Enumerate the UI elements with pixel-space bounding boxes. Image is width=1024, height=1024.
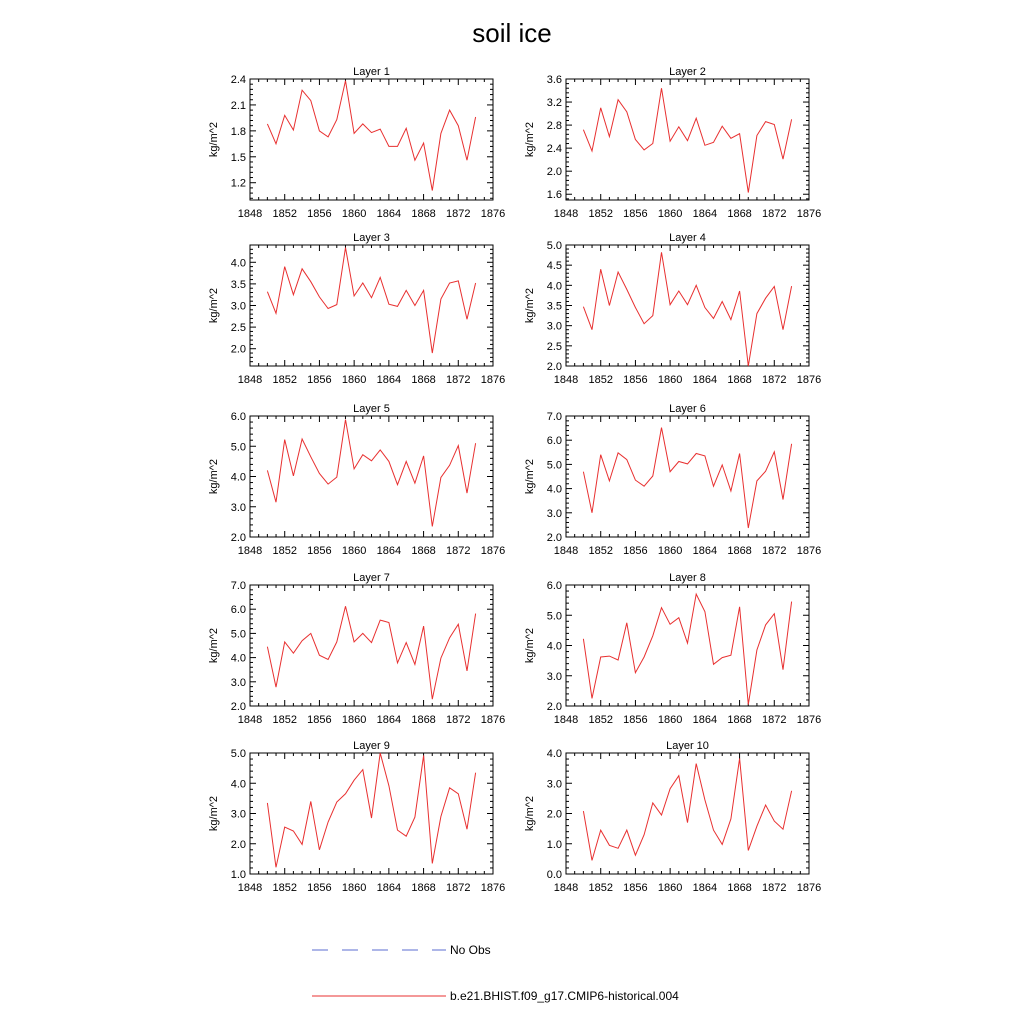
x-tick-label: 1852 [588,714,613,726]
y-tick-label: 2.0 [230,343,246,356]
x-tick-label: 1876 [796,374,822,386]
y-tick-label: 4.0 [546,280,562,293]
y-tick-label: 1.8 [230,125,246,138]
x-tick-label: 1848 [237,545,263,557]
y-tick-label: 4.0 [546,640,562,653]
panel-title: Layer 1 [353,66,390,78]
y-tick-label: 3.5 [230,278,246,291]
legend-model-label: b.e21.BHIST.f09_g17.CMIP6-historical.004 [450,989,679,1003]
y-axis-label: kg/m^2 [208,458,220,495]
y-tick-label: 6.0 [546,435,562,448]
x-tick-label: 1860 [657,545,683,557]
x-tick-label: 1868 [727,882,752,894]
y-axis-label: kg/m^2 [208,121,220,158]
x-tick-label: 1864 [376,714,402,726]
x-tick-label: 1860 [341,714,367,726]
x-tick-label: 1876 [480,545,506,557]
panel-layer-7 [208,572,505,726]
x-tick-label: 1864 [692,208,718,220]
x-tick-label: 1856 [623,374,648,386]
x-tick-label: 1864 [692,714,718,726]
x-tick-label: 1876 [480,882,506,894]
y-tick-label: 1.0 [230,869,246,881]
y-tick-label: 4.0 [546,748,562,760]
panel-title: Layer 8 [669,572,706,584]
y-tick-label: 3.0 [546,320,562,333]
x-tick-label: 1852 [588,374,613,386]
x-tick-label: 1872 [762,374,787,386]
y-tick-label: 7.0 [546,411,562,423]
series-line [583,594,791,704]
y-axis-label: kg/m^2 [208,795,220,832]
x-tick-label: 1860 [341,882,367,894]
plot-frame [566,753,809,874]
y-tick-label: 4.0 [230,778,246,791]
x-tick-label: 1876 [796,714,822,726]
x-tick-label: 1860 [341,208,367,220]
x-tick-label: 1856 [623,882,648,894]
y-tick-label: 4.0 [230,471,246,484]
plot-frame [250,245,493,366]
y-tick-label: 3.0 [546,670,562,683]
figure-title: soil ice [472,18,552,48]
series-line [267,81,475,191]
x-tick-label: 1856 [307,714,332,726]
plot-frame [566,416,809,537]
y-tick-label: 3.0 [546,507,562,520]
y-tick-label: 2.0 [230,532,246,544]
plot-frame [250,585,493,706]
series-line [267,606,475,699]
panel-title: Layer 7 [353,572,390,584]
x-tick-label: 1876 [796,882,822,894]
plot-frame [250,416,493,537]
x-tick-label: 1860 [657,374,683,386]
y-tick-label: 3.5 [546,300,562,313]
x-tick-label: 1868 [411,374,436,386]
x-tick-label: 1872 [446,545,471,557]
x-tick-label: 1852 [588,545,613,557]
x-tick-label: 1872 [762,208,787,220]
y-tick-label: 2.8 [546,120,562,133]
x-tick-label: 1852 [272,374,297,386]
y-tick-label: 3.2 [546,97,562,110]
x-tick-label: 1868 [727,714,752,726]
x-tick-label: 1868 [727,208,752,220]
series-line [267,248,475,353]
x-tick-label: 1860 [657,882,683,894]
legend [312,943,679,1003]
x-tick-label: 1872 [446,882,471,894]
x-tick-label: 1848 [237,374,263,386]
y-tick-label: 5.0 [230,441,246,454]
x-tick-label: 1852 [272,714,297,726]
x-tick-label: 1868 [411,545,436,557]
x-tick-label: 1872 [446,374,471,386]
y-tick-label: 3.0 [230,808,246,821]
x-tick-label: 1860 [341,545,367,557]
y-tick-label: 2.0 [230,838,246,851]
panel-layer-6 [524,403,821,557]
panels [208,66,821,894]
y-tick-label: 2.0 [230,701,246,713]
y-axis-label: kg/m^2 [524,795,536,832]
y-tick-label: 1.5 [230,151,246,164]
y-axis-label: kg/m^2 [208,287,220,324]
x-tick-label: 1876 [796,208,822,220]
x-tick-label: 1860 [657,714,683,726]
x-tick-label: 1852 [272,208,297,220]
y-tick-label: 5.0 [230,628,246,641]
x-tick-label: 1856 [307,208,332,220]
series-line [267,420,475,527]
x-tick-label: 1876 [480,374,506,386]
x-tick-label: 1852 [272,882,297,894]
y-tick-label: 2.0 [546,361,562,373]
panel-layer-3 [208,232,505,386]
y-tick-label: 3.6 [546,74,562,86]
x-tick-label: 1864 [376,374,402,386]
panel-layer-1 [208,66,505,220]
y-tick-label: 3.0 [230,676,246,689]
series-line [583,428,791,528]
x-tick-label: 1848 [553,882,579,894]
x-tick-label: 1848 [237,714,263,726]
plot-frame [250,753,493,874]
x-tick-label: 1860 [341,374,367,386]
panel-title: Layer 10 [666,740,709,752]
series-line [583,252,791,366]
series-line [267,753,475,867]
y-tick-label: 4.5 [546,260,562,273]
x-tick-label: 1868 [411,714,436,726]
y-tick-label: 4.0 [230,257,246,270]
y-tick-label: 2.4 [230,74,246,86]
y-tick-label: 7.0 [230,580,246,592]
x-tick-label: 1872 [762,882,787,894]
y-tick-label: 3.0 [230,300,246,313]
x-tick-label: 1848 [237,208,263,220]
x-tick-label: 1876 [796,545,822,557]
x-tick-label: 1856 [307,374,332,386]
panel-layer-10 [524,740,821,894]
y-tick-label: 2.0 [546,532,562,544]
x-tick-label: 1856 [623,208,648,220]
y-axis-label: kg/m^2 [524,458,536,495]
x-tick-label: 1864 [376,208,402,220]
y-tick-label: 2.5 [230,322,246,335]
y-tick-label: 5.0 [546,459,562,472]
x-tick-label: 1848 [553,208,579,220]
y-axis-label: kg/m^2 [524,287,536,324]
y-axis-label: kg/m^2 [208,627,220,664]
x-tick-label: 1864 [692,374,718,386]
y-tick-label: 1.6 [546,189,562,202]
y-tick-label: 2.0 [546,166,562,179]
series-line [583,88,791,192]
x-tick-label: 1856 [623,545,648,557]
y-tick-label: 3.0 [546,778,562,791]
x-tick-label: 1872 [446,714,471,726]
x-tick-label: 1856 [307,545,332,557]
x-tick-label: 1864 [692,882,718,894]
x-tick-label: 1864 [376,882,402,894]
y-axis-label: kg/m^2 [524,627,536,664]
x-tick-label: 1856 [623,714,648,726]
x-tick-label: 1848 [553,714,579,726]
y-tick-label: 6.0 [546,580,562,592]
y-tick-label: 2.0 [546,808,562,821]
y-tick-label: 3.0 [230,501,246,514]
x-tick-label: 1852 [588,882,613,894]
y-axis-label: kg/m^2 [524,121,536,158]
plot-frame [250,79,493,200]
panel-layer-5 [208,403,505,557]
y-tick-label: 2.0 [546,701,562,713]
x-tick-label: 1872 [446,208,471,220]
x-tick-label: 1876 [480,208,506,220]
x-tick-label: 1864 [376,545,402,557]
y-tick-label: 5.0 [546,240,562,252]
panel-layer-9 [208,740,505,894]
x-tick-label: 1848 [237,882,263,894]
panel-layer-2 [524,66,821,220]
x-tick-label: 1856 [307,882,332,894]
x-tick-label: 1864 [692,545,718,557]
y-tick-label: 5.0 [230,748,246,760]
panel-title: Layer 4 [669,232,706,244]
y-tick-label: 5.0 [546,610,562,623]
panel-title: Layer 3 [353,232,390,244]
x-tick-label: 1876 [480,714,506,726]
y-tick-label: 4.0 [230,652,246,665]
plot-frame [566,585,809,706]
y-tick-label: 1.0 [546,838,562,851]
y-tick-label: 4.0 [546,483,562,496]
y-tick-label: 2.4 [546,143,562,156]
panel-title: Layer 6 [669,403,706,415]
y-tick-label: 2.1 [230,99,246,112]
x-tick-label: 1860 [657,208,683,220]
panel-layer-4 [524,232,821,386]
y-tick-label: 0.0 [546,869,562,881]
x-tick-label: 1868 [411,208,436,220]
x-tick-label: 1868 [727,374,752,386]
panel-title: Layer 9 [353,740,390,752]
panel-title: Layer 5 [353,403,390,415]
series-line [583,758,791,860]
y-tick-label: 6.0 [230,604,246,617]
x-tick-label: 1848 [553,374,579,386]
panel-layer-8 [524,572,821,726]
y-tick-label: 2.5 [546,340,562,353]
x-tick-label: 1872 [762,714,787,726]
x-tick-label: 1872 [762,545,787,557]
x-tick-label: 1852 [588,208,613,220]
y-tick-label: 6.0 [230,411,246,423]
x-tick-label: 1868 [727,545,752,557]
x-tick-label: 1848 [553,545,579,557]
y-tick-label: 1.2 [230,177,246,190]
legend-no-obs-label: No Obs [450,943,491,957]
x-tick-label: 1868 [411,882,436,894]
panel-title: Layer 2 [669,66,706,78]
x-tick-label: 1852 [272,545,297,557]
